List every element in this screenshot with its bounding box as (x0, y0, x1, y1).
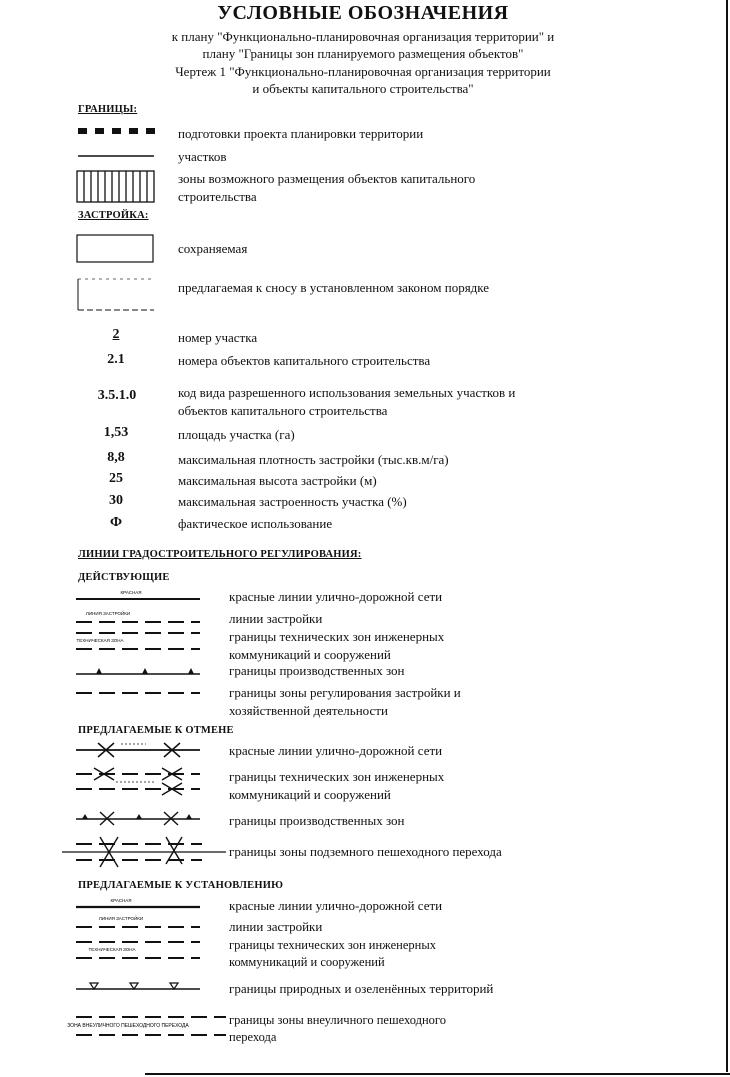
cancel-red-line-label: красные линии улично-дорожной сети (229, 743, 443, 758)
cancel-heading: ПРЕДЛАГАЕМЫЕ К ОТМЕНЕ (78, 725, 234, 736)
demolition-building-label: предлагаемая к сносу в установленном законом порядке (178, 280, 490, 295)
buildings-heading: ЗАСТРОЙКА: (78, 210, 149, 221)
code-coverage: 30 (109, 493, 123, 508)
existing-tech-zone-symbol (76, 629, 202, 653)
code-density: 8,8 (107, 450, 125, 465)
existing-build-line-symbol (76, 609, 202, 627)
parcel-border-label: участков (178, 149, 227, 164)
cancel-tech-zone-symbol (76, 767, 202, 797)
code-area-label: площадь участка (га) (178, 427, 295, 442)
code-parcel-number: 2 (112, 327, 120, 342)
planning-border-label: подготовки проекта планировки территории (178, 126, 424, 141)
establish-green-zone-label: границы природных и озеленённых территорий (229, 981, 494, 996)
code-parcel-number-label: номер участка (178, 330, 258, 345)
code-permitted-use-label: код вида разрешенного использования земельных участков и объектов капитального строительства (178, 385, 516, 418)
code-object-number-label: номера объектов капитального строительства (178, 353, 431, 368)
establish-build-line-caption: ЛИНИЯ ЗАСТРОЙКИ (98, 916, 144, 921)
code-actual-use: Ф (109, 515, 123, 530)
establish-red-line-caption: КРАСНАЯ (110, 898, 132, 903)
establish-pedestrian-zone-symbol (30, 1013, 230, 1039)
existing-red-line-label: красные линии улично-дорожной сети (229, 589, 443, 604)
cancel-underground-zone-symbol (62, 836, 228, 868)
code-permitted-use: 3.5.1.0 (97, 388, 137, 403)
subtitle-line-1: к плану "Функционально-планировочная организация территории" и (171, 29, 555, 44)
legend-title: УСЛОВНЫЕ ОБОЗНАЧЕНИЯ (217, 2, 509, 24)
establish-red-line-symbol (76, 896, 202, 912)
cancel-production-zone-label: границы производственных зон (229, 813, 405, 828)
existing-tech-zone-label: границы технических зон инженерных коммуникаций и сооружений (229, 629, 445, 662)
code-actual-use-label: фактическое использование (178, 516, 333, 531)
placement-zone-symbol (76, 170, 158, 204)
regulation-heading: ЛИНИИ ГРАДОСТРОИТЕЛЬНОГО РЕГУЛИРОВАНИЯ: (78, 549, 362, 560)
establish-tech-zone-symbol (76, 938, 202, 962)
demolition-building-symbol (76, 277, 156, 313)
code-height-label: максимальная высота застройки (м) (178, 473, 377, 488)
existing-tech-zone-caption: ТЕХНИЧЕСКАЯ ЗОНА (76, 638, 124, 643)
code-coverage-label: максимальная застроенность участка (%) (178, 494, 407, 509)
borders-heading: ГРАНИЦЫ: (78, 104, 138, 115)
cancel-production-zone-symbol (76, 810, 202, 826)
existing-build-line-label: линии застройки (229, 611, 323, 626)
cancel-underground-zone-label: границы зоны подземного пешеходного перехода (229, 844, 502, 859)
code-height: 25 (109, 471, 123, 486)
parcel-border-symbol (78, 153, 158, 159)
existing-build-line-caption: ЛИНИЯ ЗАСТРОЙКИ (85, 611, 131, 616)
existing-red-line-symbol (76, 588, 202, 604)
subtitle-line-3: Чертеж 1 "Функционально-планировочная организация территории (175, 64, 551, 79)
establish-heading: ПРЕДЛАГАЕМЫЕ К УСТАНОВЛЕНИЮ (78, 880, 284, 891)
subtitle-line-4: и объекты капитального строительства" (252, 81, 474, 96)
existing-regulation-zone-symbol (76, 688, 202, 698)
establish-tech-zone-caption: ТЕХНИЧЕСКАЯ ЗОНА (88, 947, 136, 952)
existing-production-zone-symbol (76, 664, 202, 678)
establish-tech-zone-label: границы технических зон инженерных коммуникаций и сооружений (229, 938, 436, 969)
preserved-building-symbol (76, 234, 156, 264)
code-object-number: 2.1 (107, 352, 125, 367)
establish-pedestrian-zone-caption: ЗОНА ВНЕУЛИЧНОГО ПЕШЕХОДНОГО ПЕРЕХОДА (67, 1023, 189, 1029)
existing-red-line-caption: КРАСНАЯ (120, 590, 142, 595)
placement-zone-label: зоны возможного размещения объектов капитального строительства (178, 171, 476, 204)
cancel-tech-zone-label: границы технических зон инженерных коммуникаций и сооружений (229, 769, 445, 802)
cancel-red-line-symbol (76, 739, 202, 759)
establish-red-line-label: красные линии улично-дорожной сети (229, 898, 443, 913)
establish-green-zone-symbol (76, 980, 202, 992)
sheet-bottom-rule (145, 1073, 730, 1075)
code-density-label: максимальная плотность застройки (тыс.кв.м/га) (178, 452, 449, 467)
existing-production-zone-label: границы производственных зон (229, 663, 405, 678)
establish-pedestrian-zone-label: границы зоны внеуличного пешеходного перехода (229, 1013, 446, 1044)
planning-border-symbol (78, 126, 158, 136)
existing-regulation-zone-label: границы зоны регулирования застройки и хозяйственной деятельности (229, 685, 461, 718)
establish-build-line-label: линии застройки (229, 919, 323, 934)
existing-heading: ДЕЙСТВУЮЩИЕ (78, 572, 170, 583)
preserved-building-label: сохраняемая (178, 241, 248, 256)
establish-build-line-symbol (76, 914, 202, 932)
code-area: 1,53 (103, 425, 129, 440)
subtitle-line-2: плану "Границы зон планируемого размещения объектов" (202, 46, 524, 61)
